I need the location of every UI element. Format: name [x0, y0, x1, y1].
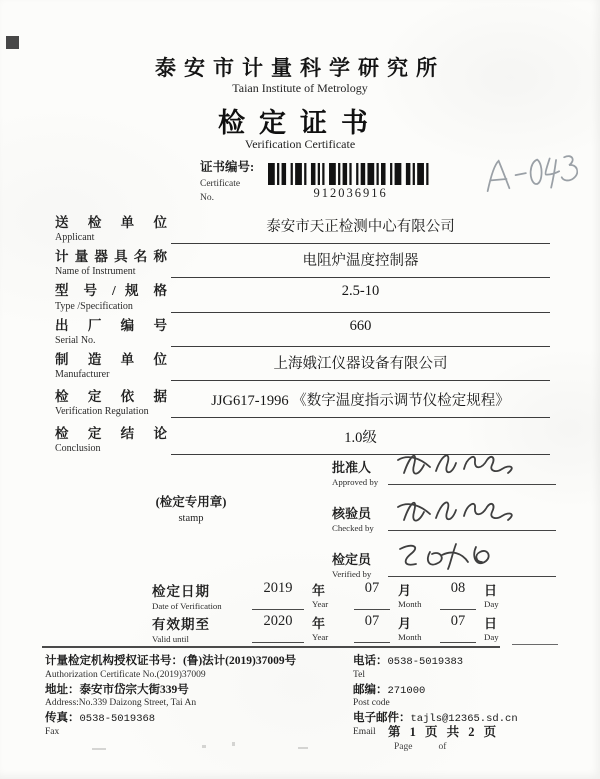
cert-no-label-en-no: No. — [200, 193, 214, 203]
page-indicator-cn: 第 1 页 共 2 页 — [388, 725, 500, 739]
stamp-note-cn: (检定专用章) — [155, 495, 227, 509]
page-indicator-en: Page of — [394, 742, 447, 752]
valid-until-day: 07 — [440, 613, 476, 643]
email-cn: 电子邮件：tajls@12365.sd.cn — [353, 712, 518, 726]
year-unit-en: Year — [312, 632, 329, 642]
month-unit-cn: 月 — [398, 616, 412, 631]
field-value-type-spec: 2.5-10 — [171, 282, 550, 312]
field-label-en: Applicant — [55, 232, 95, 244]
field-value-manufacturer: 上海娥江仪器设备有限公司 — [171, 351, 550, 381]
scan-smudge — [232, 742, 235, 746]
day-unit-en: Day — [484, 632, 499, 642]
institute-name-cn: 泰安市计量科学研究所 — [155, 56, 445, 80]
scan-smudge — [92, 748, 106, 750]
year-unit-en: Year — [312, 599, 329, 609]
year-unit-cn: 年 — [312, 616, 326, 631]
month-unit-cn: 月 — [398, 583, 412, 598]
certificate-fields — [55, 214, 550, 459]
postcode-en: Post code — [353, 698, 390, 709]
fax-cn: 传真：0538-5019368 — [45, 712, 156, 726]
verification-year: 2019 — [252, 580, 304, 610]
date-label-cn: 检定日期 — [152, 584, 210, 599]
sig-label-cn: 核验员 — [332, 506, 372, 521]
month-unit-en: Month — [398, 599, 422, 609]
field-label-en: Type /Specification — [55, 300, 133, 312]
cert-no-label-en-certificate: Certificate — [200, 179, 241, 189]
scan-mark — [6, 36, 19, 49]
address-en: Address:No.339 Daizong Street, Tai An — [45, 698, 197, 709]
date-row-verification — [152, 580, 526, 610]
sig-label-cn: 批准人 — [332, 460, 372, 475]
day-unit-cn: 日 — [484, 616, 498, 631]
email-en: Email — [353, 726, 376, 737]
signature-block — [332, 446, 556, 584]
institute-name-en: Taian Institute of Metrology — [232, 81, 368, 95]
signature-approved-handwriting — [390, 442, 540, 488]
field-row-serial-no — [55, 317, 550, 347]
sig-label-en: Checked by — [332, 523, 374, 533]
sig-label-en: Verified by — [332, 569, 372, 579]
footer-divider-short — [512, 644, 558, 645]
scan-smudge — [202, 745, 206, 748]
field-value-applicant: 泰安市天正检测中心有限公司 — [171, 214, 550, 244]
verification-month: 07 — [354, 580, 390, 610]
field-row-regulation — [55, 388, 550, 418]
valid-until-month: 07 — [354, 613, 390, 643]
field-value-serial-no: 660 — [171, 317, 550, 347]
address-cn: 地址：泰安市岱宗大街339号 — [45, 683, 189, 696]
field-label-cn: 制 造 单 位 — [55, 351, 167, 367]
field-label-cn: 计 量 器 具 名 称 — [55, 249, 167, 265]
field-value-regulation: JJG617-1996 《数字温度指示调节仪检定规程》 — [171, 388, 550, 418]
certificate-title-cn: 检定证书 — [218, 108, 382, 138]
field-label-cn: 检 定 结 论 — [55, 426, 167, 442]
authorization-no-cn: 计量检定机构授权证书号：(鲁)法计(2019)37009号 — [45, 655, 297, 667]
signature-row-checked — [332, 492, 556, 538]
field-row-applicant — [55, 214, 550, 244]
field-value-conclusion: 1.0级 — [171, 425, 550, 455]
handwritten-reference-a043 — [476, 146, 580, 203]
date-label-en: Valid until — [152, 634, 189, 644]
certificate-number: 912036916 — [313, 186, 388, 200]
signature-checked-handwriting — [390, 488, 540, 534]
tel-cn: 电话：0538-5019383 — [353, 655, 464, 668]
field-label-cn: 送 检 单 位 — [55, 215, 167, 230]
tel-en: Tel — [353, 669, 365, 680]
field-label-en: Conclusion — [55, 443, 101, 455]
cert-no-label-cn: 证书编号: — [200, 160, 255, 174]
field-label-en: Serial No. — [55, 334, 96, 346]
date-label-cn: 有效期至 — [152, 617, 210, 632]
certificate-number-block — [200, 157, 433, 203]
scan-smudge — [298, 747, 308, 749]
page-indicator — [388, 722, 568, 752]
signature-row-verified — [332, 538, 556, 584]
certificate-title-en: Verification Certificate — [244, 137, 356, 151]
field-label-en: Name of Instrument — [55, 266, 136, 278]
stamp-note-en: stamp — [178, 513, 204, 524]
fax-en: Fax — [45, 726, 60, 737]
stamp-note — [116, 492, 266, 524]
year-unit-cn: 年 — [312, 583, 326, 598]
footer-left-column — [45, 654, 345, 740]
dates-block — [152, 580, 526, 646]
authorization-no-en: Authorization Certificate No.(2019)37009 — [45, 669, 206, 680]
signature-verified-handwriting — [390, 534, 530, 580]
sig-label-cn: 检定员 — [332, 552, 372, 567]
field-row-instrument-name — [55, 248, 550, 278]
field-value-instrument-name: 电阻炉温度控制器 — [171, 248, 550, 278]
verification-day: 08 — [440, 580, 476, 610]
date-label-en: Date of Verification — [152, 601, 222, 611]
postcode-cn: 邮编：271000 — [353, 683, 426, 697]
sig-label-en: Approved by — [332, 477, 379, 487]
field-label-en: Manufacturer — [55, 368, 110, 380]
day-unit-cn: 日 — [484, 583, 498, 598]
barcode-image — [268, 163, 433, 185]
footer-divider — [42, 646, 500, 648]
signature-row-approved — [332, 446, 556, 492]
field-label-cn: 出 厂 编 号 — [55, 317, 167, 333]
field-label-cn: 型 号 / 规 格 — [55, 283, 167, 299]
field-label-cn: 检 定 依 据 — [55, 388, 167, 404]
date-row-valid-until — [152, 613, 526, 643]
valid-until-year: 2020 — [252, 613, 304, 643]
field-row-type-spec — [55, 282, 550, 312]
field-label-en: Verification Regulation — [55, 406, 149, 418]
day-unit-en: Day — [484, 599, 499, 609]
month-unit-en: Month — [398, 632, 422, 642]
field-row-manufacturer — [55, 351, 550, 381]
